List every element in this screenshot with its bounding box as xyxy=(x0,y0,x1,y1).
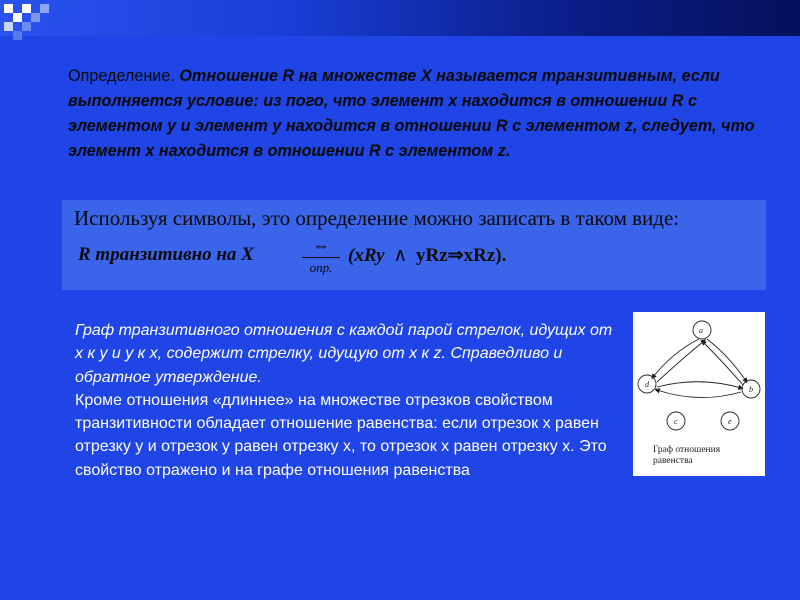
edge-d-a xyxy=(657,341,704,382)
top-decorative-band xyxy=(0,0,800,36)
equivalence-symbol: ⇔ xyxy=(312,236,330,255)
edge-a-b xyxy=(707,339,746,381)
definition-lead: Определение. xyxy=(68,67,180,85)
equality-graph-figure xyxy=(633,312,765,476)
edge-a-d xyxy=(653,339,699,377)
formula-intro: Используя символы, это определение можно записать в таком виде: xyxy=(74,206,680,230)
node-c-label: c xyxy=(674,417,678,426)
formula-box xyxy=(62,200,766,290)
node-b-label: b xyxy=(749,385,753,394)
node-d-label: d xyxy=(645,380,649,389)
body-text xyxy=(75,319,615,482)
node-e-label: e xyxy=(728,417,732,426)
edge-b-d xyxy=(657,390,741,398)
formula-lhs: R транзитивно на X xyxy=(78,244,254,265)
transitive-graph-paragraph: Граф транзитивного отношения с каждой парой стрелок, идущих от x к y и y к x, содержит стрелку, идущую от x к z. Справедливо и обратное утверждение. xyxy=(75,322,613,386)
edge-d-b xyxy=(657,382,741,388)
edge-b-a xyxy=(703,342,743,385)
equality-paragraph: Кроме отношения «длиннее» на множестве отрезков свойством транзитивности обладает отношение равенства: если отрезок x равен отрезку y и отрезок y равен отрезку x, то отрезок x равен отрезку x. Это свойство отражено и на графе отношения равенства xyxy=(75,391,607,479)
definition-body: Отношение R на множестве X называется транзитивным, если выполняется условие: из пого, что элемент x находится в отношении R с элементом y и элемент y находится в отношении R с элементом z, следует, что элемент x находится в отношении R с элементом z. xyxy=(68,67,755,160)
definition-text xyxy=(68,64,758,164)
and-symbol: ∧ xyxy=(393,245,408,266)
equivalence-by-definition xyxy=(300,237,342,276)
formula-rhs-part2: yRz⇒xRz). xyxy=(416,245,507,266)
formula-rhs xyxy=(348,244,506,267)
node-a-label: a xyxy=(699,326,703,335)
equivalence-label: опр. xyxy=(309,260,333,275)
formula-rhs-part1: (xRy xyxy=(348,245,385,266)
figure-caption: Граф отношения равенства xyxy=(653,445,721,466)
equality-graph-diagram xyxy=(633,312,765,442)
